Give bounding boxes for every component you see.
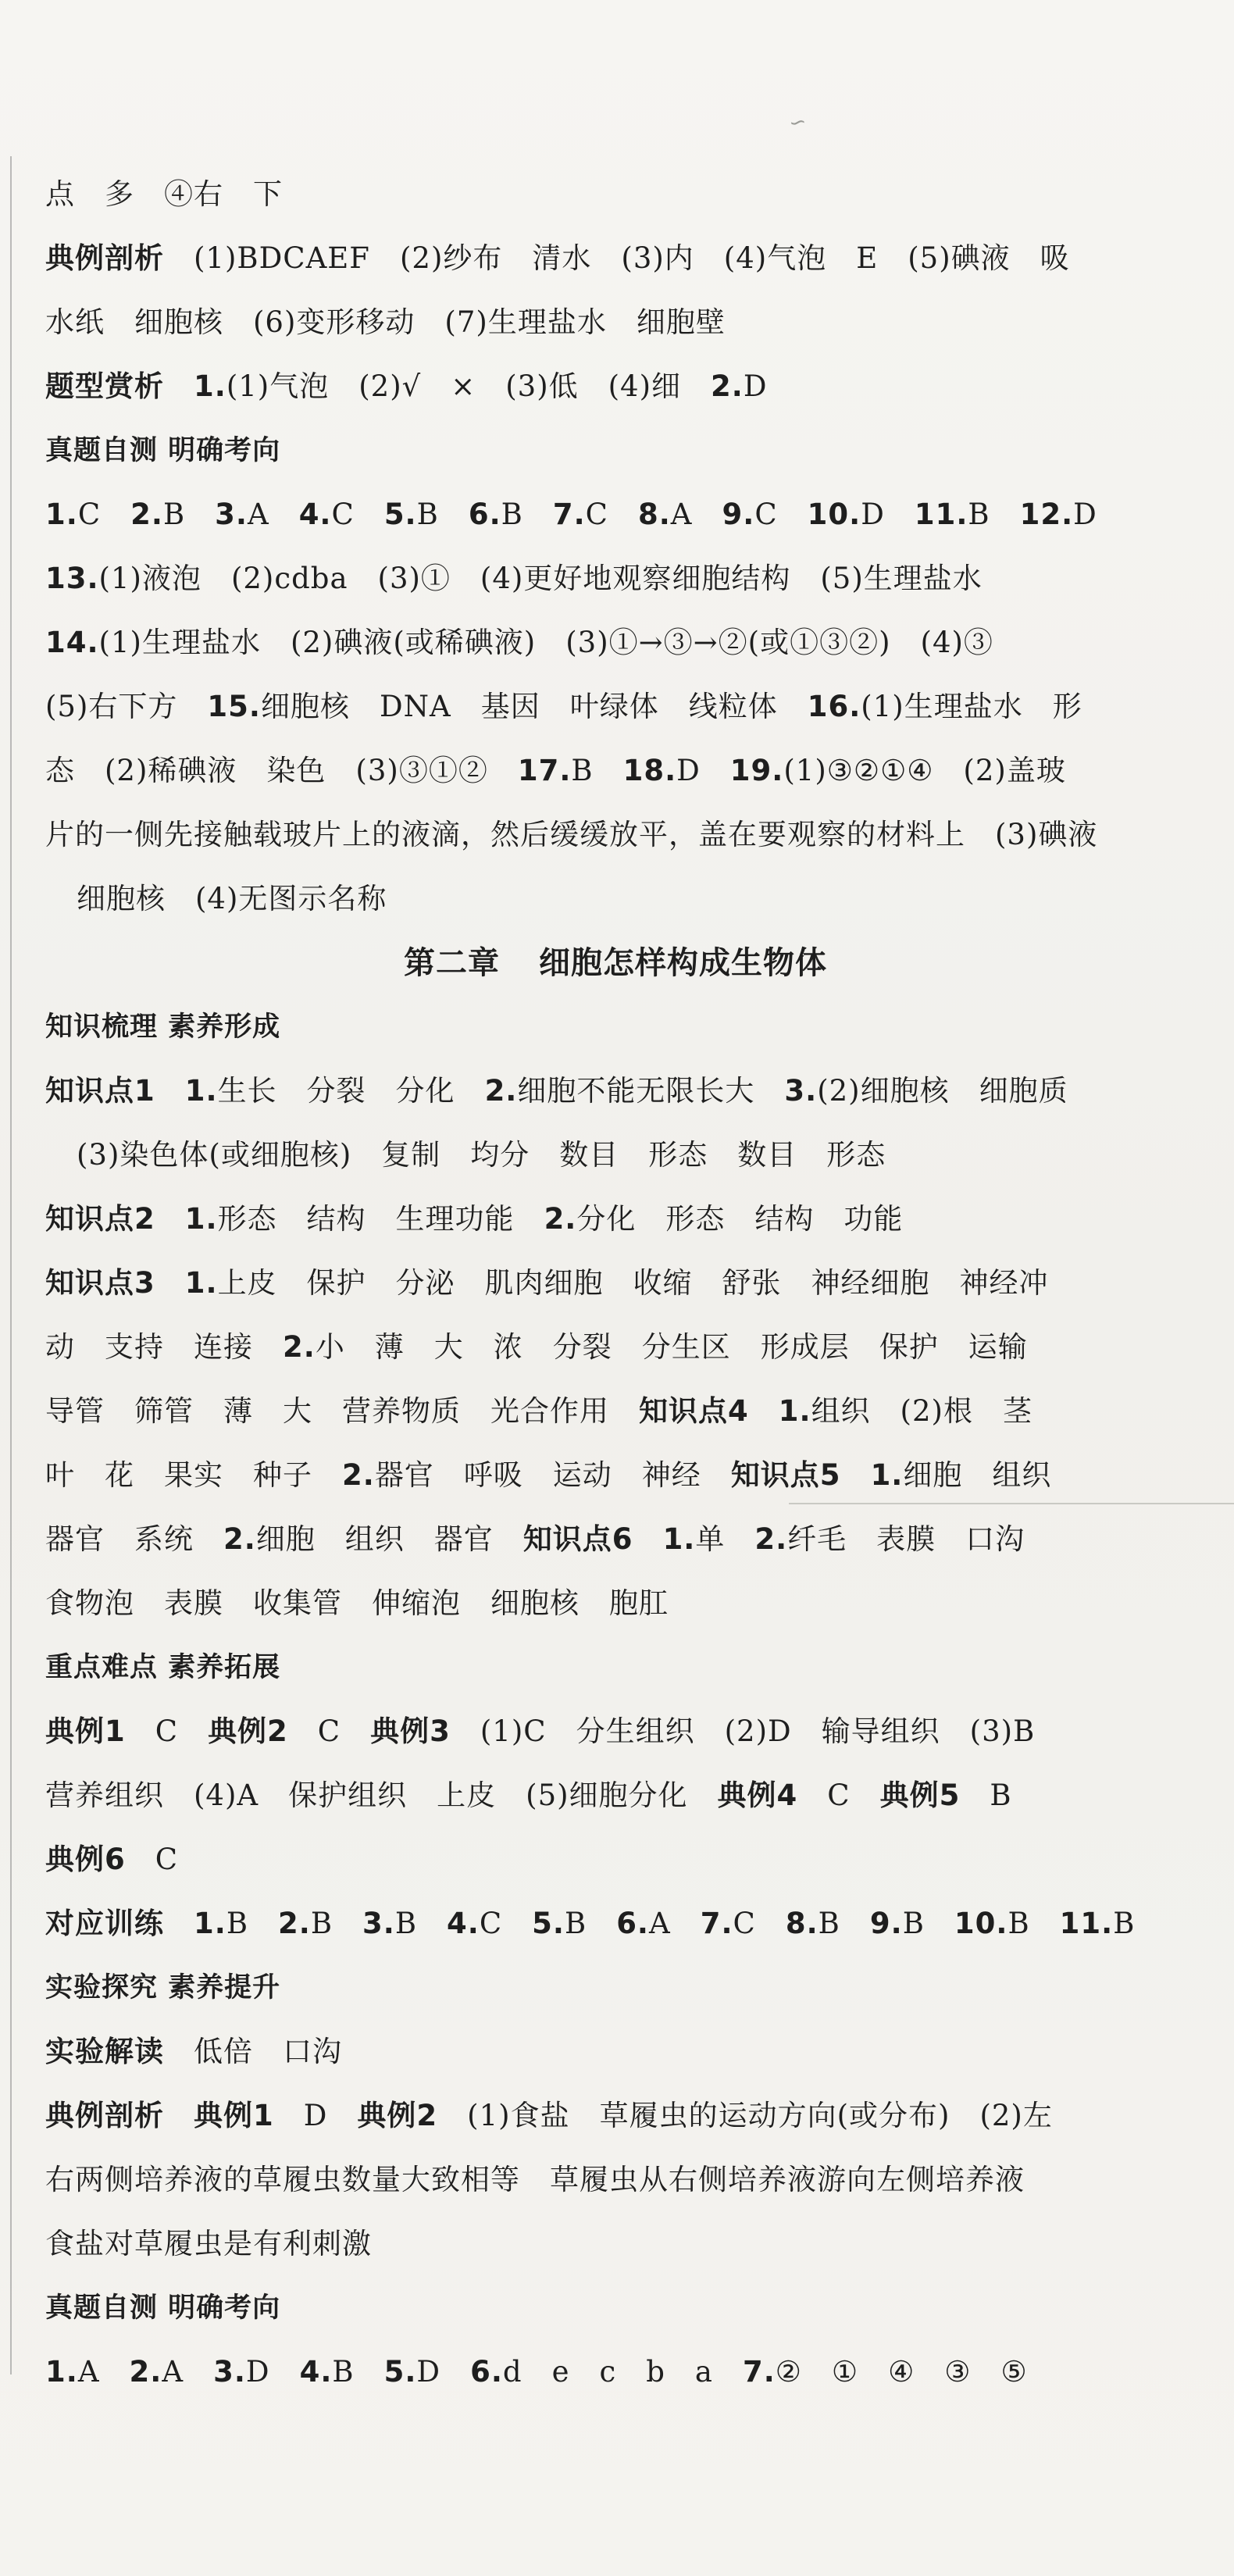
answer-text: D — [416, 2355, 471, 2389]
label-text: 19. — [729, 754, 784, 787]
answer-text: (1)生理盐水 形 — [861, 690, 1082, 723]
answer-text — [155, 1202, 185, 1236]
answer-text: (1)食盐 草履虫的运动方向(或分布) (2)左 — [437, 2099, 1053, 2132]
answer-text: 右两侧培养液的草履虫数量大致相等 草履虫从右侧培养液游向左侧培养液 — [45, 2163, 1025, 2196]
answer-line — [45, 1828, 1170, 1892]
answer-text — [749, 1394, 779, 1428]
label-text: 5. — [383, 2355, 417, 2389]
answer-line — [45, 2020, 1170, 2084]
answer-text: A — [77, 2355, 130, 2389]
answer-text: 动 支持 连接 — [45, 1330, 283, 1364]
answer-line — [45, 1700, 1170, 1764]
answer-text: 叶 花 果实 种子 — [45, 1458, 342, 1492]
label-text: 2. — [754, 1522, 788, 1556]
answer-text: A — [247, 498, 299, 531]
answer-text: C — [125, 1843, 179, 1876]
answer-text: B — [968, 498, 1020, 531]
answer-text: B — [394, 1907, 448, 1940]
answer-text: C — [585, 498, 638, 531]
answer-text: B — [902, 1907, 954, 1940]
answer-text: (1)液泡 (2)cdba (3)① (4)更好地观察细胞结构 (5)生理盐水 — [98, 562, 983, 595]
answer-text: D — [273, 2099, 358, 2132]
label-text: 6. — [470, 2355, 503, 2389]
label-text: 6. — [616, 1907, 649, 1940]
label-text: 3. — [784, 1074, 818, 1108]
label-text: 16. — [807, 690, 861, 723]
answer-text: 细胞 组织 — [903, 1458, 1052, 1492]
label-text: 14. — [45, 626, 99, 659]
answer-text: 食盐对草履虫是有利刺激 — [45, 2227, 372, 2260]
answer-text: B — [416, 498, 469, 531]
label-text: 9. — [869, 1907, 903, 1940]
answer-text: 生长 分裂 分化 — [217, 1074, 485, 1108]
label-text: 7. — [742, 2355, 776, 2389]
answer-line — [45, 1187, 1170, 1251]
label-text: 2. — [544, 1202, 577, 1236]
label-text: 7. — [700, 1907, 733, 1940]
answer-text: C — [331, 498, 384, 531]
label-text: 1. — [662, 1522, 696, 1556]
label-text: 18. — [622, 754, 677, 787]
answer-text: C — [733, 1907, 786, 1940]
label-text: 5. — [383, 498, 417, 531]
answer-text: B — [960, 1779, 1012, 1812]
label-text: 3. — [213, 2355, 246, 2389]
answer-text: C — [125, 1714, 209, 1748]
label-text: 8. — [637, 498, 671, 531]
label-text: 知识点6 — [522, 1522, 633, 1556]
label-text: 2. — [283, 1330, 316, 1364]
answer-text: B — [818, 1907, 870, 1940]
answer-text: (1)生理盐水 (2)碘液(或稀碘液) (3)①→③→②(或①③②) (4)③ — [98, 626, 993, 659]
section-heading: 真题自测 明确考向 — [45, 435, 281, 466]
label-text: 典例6 — [45, 1843, 126, 1876]
answer-line — [45, 355, 1170, 419]
chapter-title — [45, 931, 1170, 995]
label-text: 典例5 — [879, 1779, 961, 1812]
label-text: 7. — [552, 498, 586, 531]
label-text: 知识点2 — [45, 1202, 155, 1236]
answer-text: d e c b a — [502, 2355, 743, 2389]
answer-text — [633, 1522, 663, 1556]
answer-line — [45, 675, 1170, 739]
label-text: 9. — [722, 498, 755, 531]
section-heading: 重点难点 素养拓展 — [45, 1652, 281, 1683]
label-text: 15. — [207, 690, 261, 723]
answer-text: D — [861, 498, 915, 531]
answer-line — [45, 483, 1170, 547]
answer-text: 低倍 口沟 — [164, 2035, 342, 2068]
answer-text: 分化 形态 结构 功能 — [576, 1202, 904, 1236]
chapter-title-part: 第二章 — [404, 945, 500, 981]
label-text: 1. — [778, 1394, 811, 1428]
label-text: 10. — [954, 1907, 1008, 1940]
label-text: 4. — [447, 1907, 480, 1940]
label-text: 典例1 — [45, 1714, 126, 1748]
answer-content — [45, 162, 1170, 2404]
label-text: 8. — [785, 1907, 819, 1940]
answer-line — [45, 2084, 1170, 2148]
label-text: 典例4 — [717, 1779, 798, 1812]
answer-text: B — [226, 1907, 279, 1940]
answer-line — [45, 547, 1170, 611]
answer-line — [45, 2212, 1170, 2276]
label-text: 知识点5 — [730, 1458, 841, 1492]
answer-text: (1)C 分生组织 (2)D 输导组织 (3)B — [450, 1714, 1036, 1748]
label-text: 典例2 — [208, 1714, 288, 1748]
label-text: 典例剖析 — [45, 241, 164, 275]
answer-text: D — [743, 369, 768, 403]
label-text: 典例剖析 — [45, 2099, 164, 2132]
answer-text: (1)BDCAEF (2)纱布 清水 (3)内 (4)气泡 E (5)碘液 吸 — [164, 241, 1070, 275]
answer-line — [45, 611, 1170, 675]
chapter-title-part: 细胞怎样构成生物体 — [539, 945, 827, 981]
answer-line — [45, 867, 1170, 931]
label-text: 2. — [711, 369, 744, 403]
answer-text: (3)染色体(或细胞核) 复制 均分 数目 形态 数目 形态 — [77, 1138, 886, 1172]
label-text: 2. — [129, 2355, 162, 2389]
answer-text: B — [332, 2355, 384, 2389]
label-text: 10. — [807, 498, 861, 531]
label-text: 2. — [342, 1458, 375, 1492]
answer-text: ② ① ④ ③ ⑤ — [775, 2355, 1028, 2389]
label-text: 3. — [362, 1907, 395, 1940]
answer-text: (1)③②①④ (2)盖玻 — [783, 754, 1066, 787]
label-text: 实验解读 — [45, 2035, 164, 2068]
answer-text: B — [501, 498, 553, 531]
label-text: 5. — [532, 1907, 565, 1940]
answer-text: 细胞核 (4)无图示名称 — [77, 882, 387, 915]
section-heading: 知识梳理 素养形成 — [45, 1011, 281, 1043]
answer-text: 细胞 组织 器官 — [255, 1522, 523, 1556]
answer-text: B — [162, 498, 216, 531]
answer-line — [45, 803, 1170, 867]
answer-line — [45, 1123, 1170, 1187]
answer-text: 水纸 细胞核 (6)变形移动 (7)生理盐水 细胞壁 — [45, 305, 726, 339]
label-text: 1. — [870, 1458, 904, 1492]
answer-line — [45, 1507, 1170, 1572]
label-text: 13. — [45, 562, 99, 595]
answer-text: B — [571, 754, 623, 787]
answer-text — [155, 1266, 185, 1300]
label-text: 11. — [1059, 1907, 1114, 1940]
label-text: 11. — [914, 498, 968, 531]
label-text: 1. — [45, 2355, 78, 2389]
answer-text: B — [1113, 1907, 1136, 1940]
answer-text: (2)细胞核 细胞质 — [817, 1074, 1068, 1108]
label-text: 1. — [184, 1074, 218, 1108]
section-heading: 真题自测 明确考向 — [45, 2292, 281, 2324]
answer-text: 细胞不能无限长大 — [517, 1074, 785, 1108]
label-text: 17. — [517, 754, 572, 787]
label-text: 12. — [1019, 498, 1074, 531]
label-text: 题型赏析 — [45, 369, 164, 403]
answer-text: 食物泡 表膜 收集管 伸缩泡 细胞核 胞肛 — [45, 1586, 669, 1620]
answer-text — [841, 1458, 871, 1492]
answer-text: B — [1008, 1907, 1060, 1940]
label-text: 知识点4 — [639, 1394, 749, 1428]
answer-line — [45, 2148, 1170, 2212]
answer-line — [45, 227, 1170, 291]
answer-text: 器官 呼吸 运动 神经 — [374, 1458, 731, 1492]
label-text: 2. — [278, 1907, 311, 1940]
label-text: 典例1 — [194, 2099, 274, 2132]
answer-text: 片的一侧先接触载玻片上的液滴，然后缓缓放平，盖在要观察的材料上 (3)碘液 — [45, 818, 1098, 851]
answer-text: C — [754, 498, 808, 531]
label-text: 4. — [298, 498, 332, 531]
answer-line — [45, 1572, 1170, 1636]
answer-text: 形态 结构 生理功能 — [217, 1202, 544, 1236]
answer-text: D — [676, 754, 730, 787]
answer-text: C — [479, 1907, 533, 1940]
answer-text: 单 — [695, 1522, 755, 1556]
label-text: 1. — [184, 1266, 218, 1300]
answer-text: C — [77, 498, 131, 531]
answer-text: A — [162, 2355, 214, 2389]
pencil-mark-icon: ∽ — [786, 109, 809, 136]
answer-text: 小 薄 大 浓 分裂 分生区 形成层 保护 运输 — [315, 1330, 1028, 1364]
label-text: 2. — [223, 1522, 256, 1556]
label-text: 1. — [194, 1907, 226, 1940]
answer-text: 细胞核 DNA 基因 叶绿体 线粒体 — [260, 690, 808, 723]
label-text: 1. — [184, 1202, 218, 1236]
answer-text: 器官 系统 — [45, 1522, 223, 1556]
answer-text: A — [649, 1907, 701, 1940]
answer-line — [45, 291, 1170, 355]
answer-line — [45, 1059, 1170, 1123]
label-text: 知识点3 — [45, 1266, 155, 1300]
answer-text: C — [287, 1714, 371, 1748]
label-text: 2. — [484, 1074, 518, 1108]
answer-text: 导管 筛管 薄 大 营养物质 光合作用 — [45, 1394, 639, 1428]
answer-text: (5)右下方 — [45, 690, 208, 723]
margin-line — [10, 156, 12, 2374]
label-text: 2. — [130, 498, 163, 531]
answer-line — [45, 1251, 1170, 1315]
answer-text: 营养组织 (4)A 保护组织 上皮 (5)细胞分化 — [45, 1779, 718, 1812]
answer-text: B — [310, 1907, 363, 1940]
answer-line — [45, 2340, 1170, 2404]
answer-line — [45, 1892, 1170, 1956]
answer-text: 上皮 保护 分泌 肌肉细胞 收缩 舒张 神经细胞 神经冲 — [217, 1266, 1049, 1300]
label-text: 对应训练 — [45, 1907, 164, 1940]
answer-text: A — [670, 498, 722, 531]
answer-line — [45, 1315, 1170, 1379]
answer-line — [45, 162, 1170, 227]
answer-text: 态 (2)稀碘液 染色 (3)③①② — [45, 754, 518, 787]
label-text: 1. — [45, 498, 78, 531]
answer-text: 纤毛 表膜 口沟 — [787, 1522, 1025, 1556]
label-text: 1. — [194, 369, 226, 403]
label-text: 4. — [299, 2355, 333, 2389]
section-heading: 实验探究 素养提升 — [45, 1972, 281, 2003]
label-text: 典例3 — [370, 1714, 451, 1748]
answer-text: C — [797, 1779, 880, 1812]
answer-text: (1)气泡 (2)√ × (3)低 (4)细 — [226, 369, 712, 403]
answer-text — [155, 1074, 185, 1108]
answer-line — [45, 1443, 1170, 1507]
label-text: 知识点1 — [45, 1074, 155, 1108]
answer-text: D — [245, 2355, 300, 2389]
answer-text — [164, 1907, 194, 1940]
answer-text: D — [1073, 498, 1097, 531]
answer-text — [164, 369, 194, 403]
label-text: 3. — [215, 498, 248, 531]
label-text: 6. — [468, 498, 501, 531]
answer-line — [45, 1764, 1170, 1828]
label-text: 典例2 — [357, 2099, 438, 2132]
answer-text — [164, 2099, 194, 2132]
answer-line — [45, 739, 1170, 803]
answer-text: 组织 (2)根 茎 — [811, 1394, 1032, 1428]
answer-line — [45, 1379, 1170, 1443]
answer-text: 点 多 ④右 下 — [45, 177, 283, 211]
answer-text: B — [564, 1907, 617, 1940]
